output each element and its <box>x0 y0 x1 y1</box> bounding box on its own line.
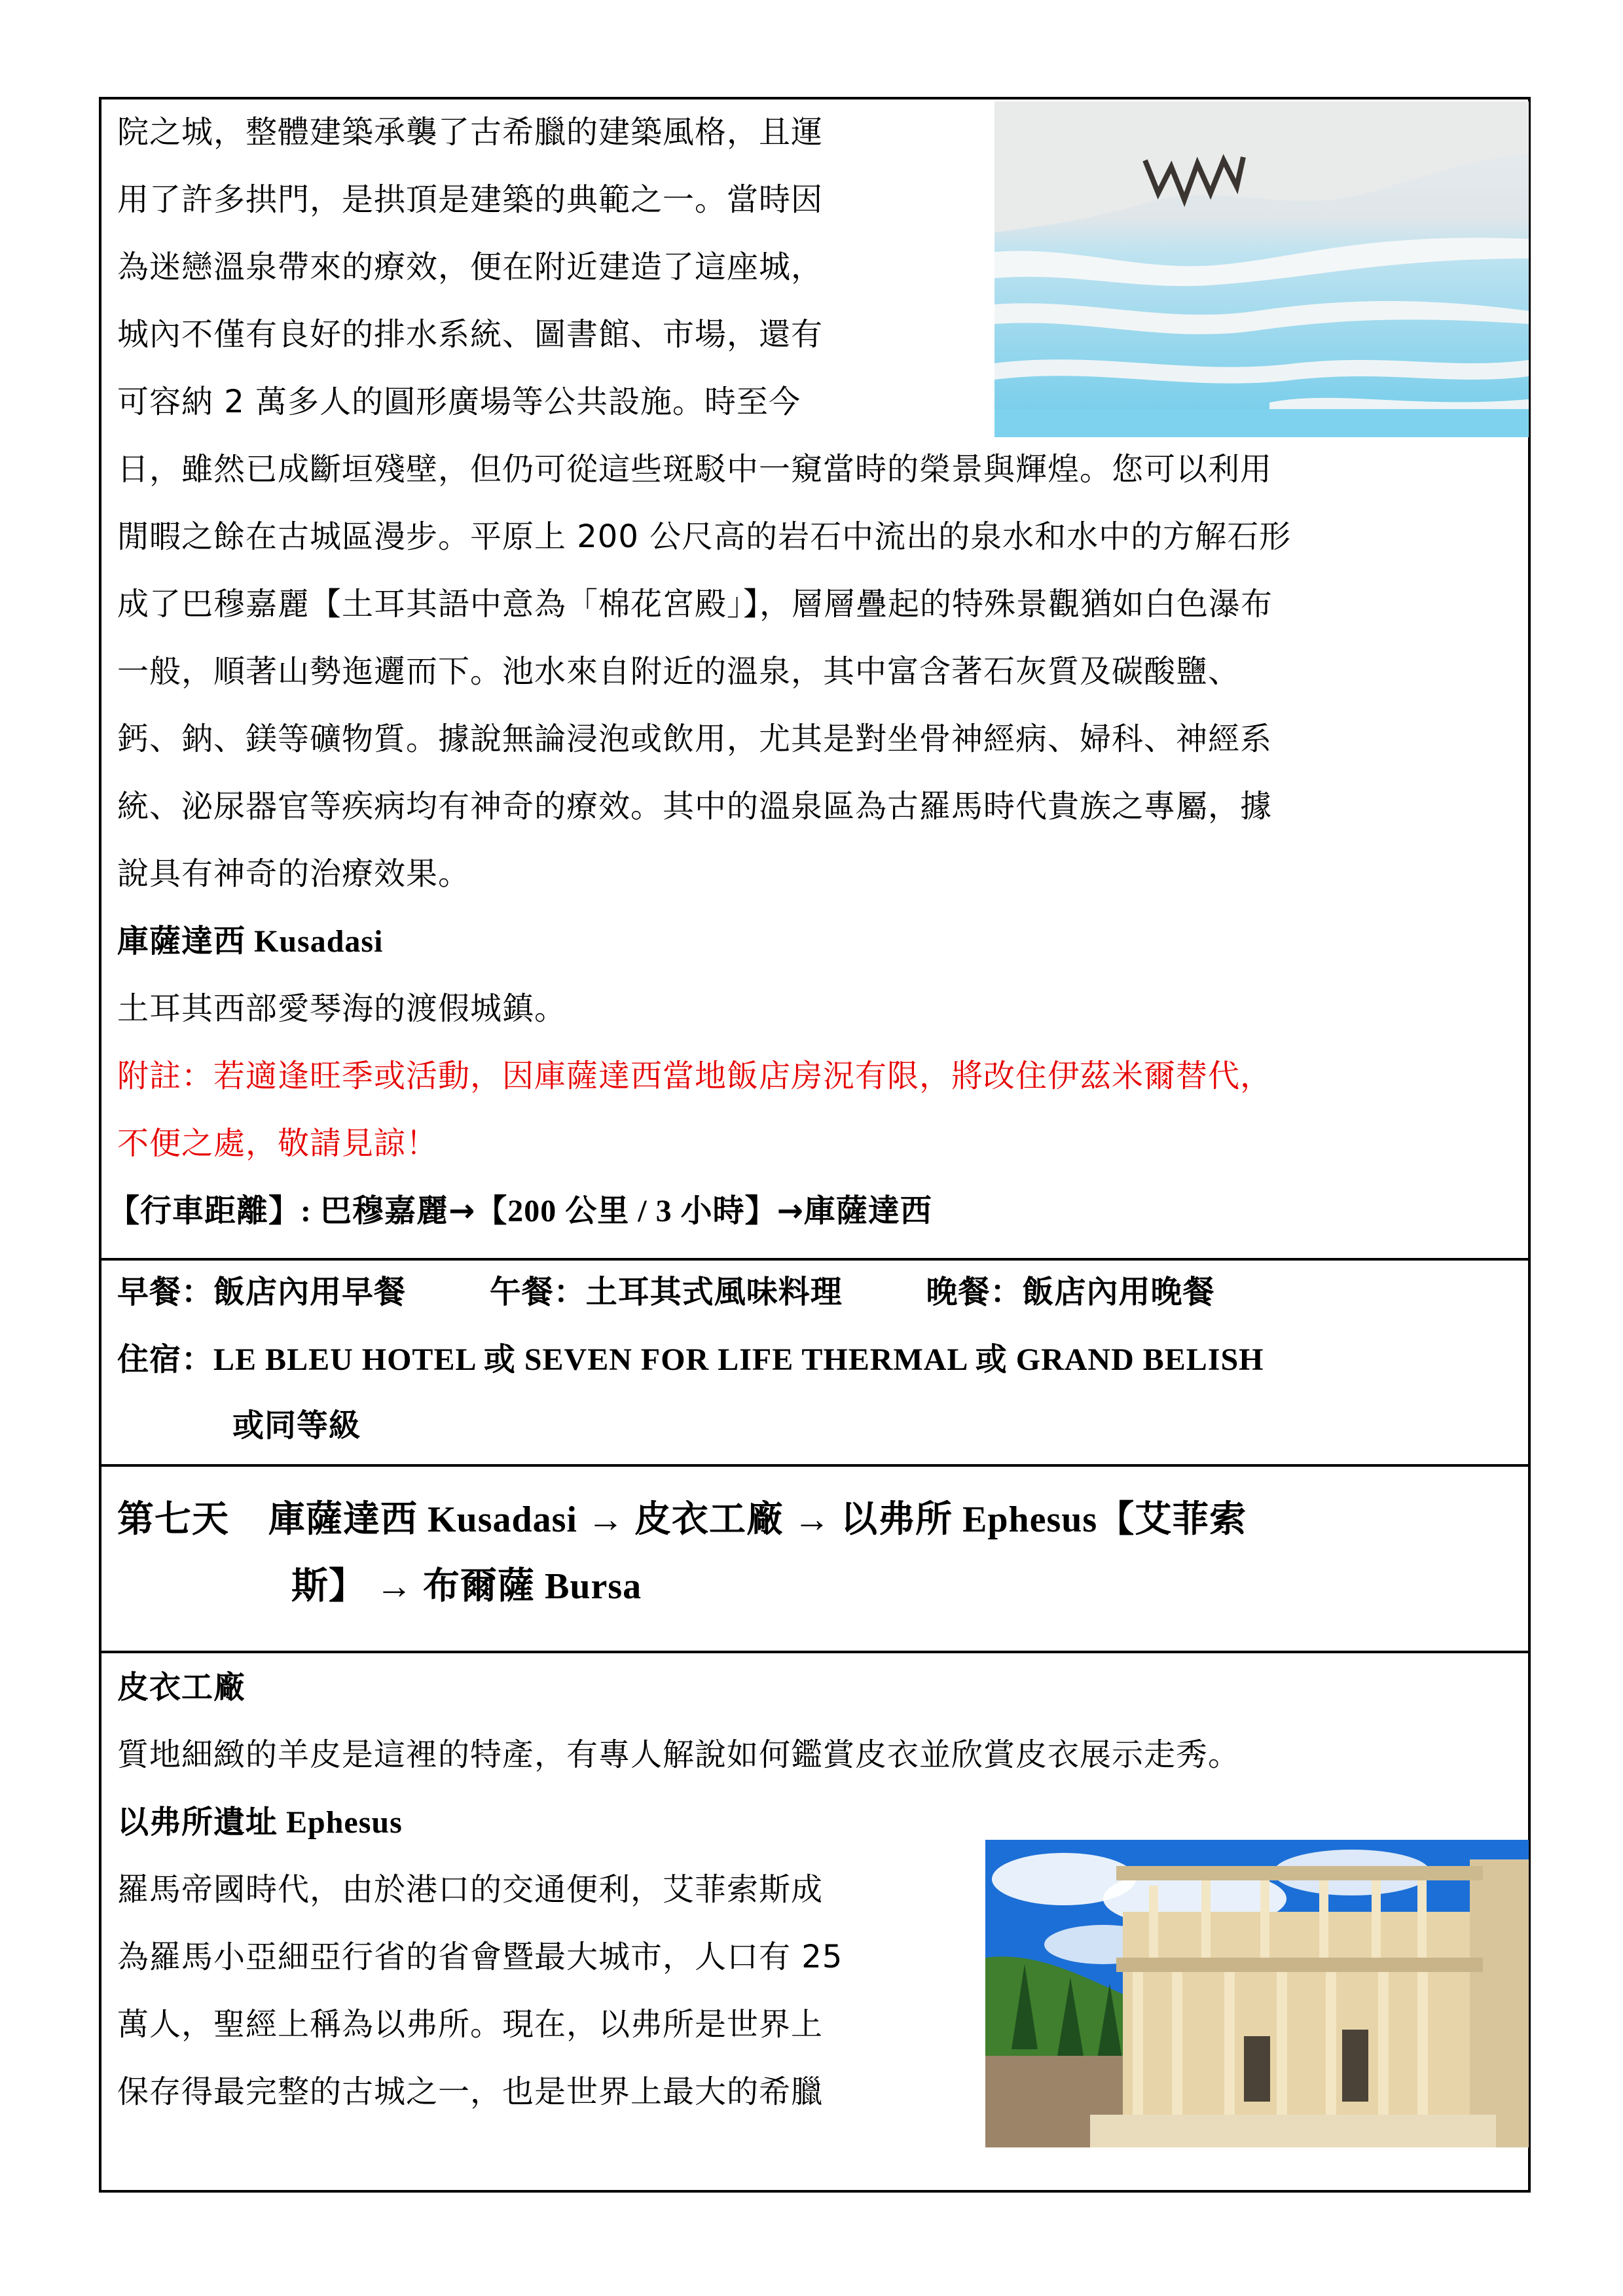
lodging-line <box>117 1340 1264 1380</box>
stop-ephesus-en: Ephesus <box>962 1499 1098 1540</box>
stop-bursa-en: Bursa <box>545 1566 642 1607</box>
row-pamukkale-kusadasi <box>101 99 1528 1258</box>
ephesus-heading-cjk: 以弗所遺址 <box>117 1804 278 1840</box>
stop-bursa: 布爾薩 <box>423 1565 535 1607</box>
ephesus-line: 萬人，聖經上稱為以弗所。現在，以弗所是世界上 <box>117 2006 824 2043</box>
ephesus-line: 保存得最完整的古城之一，也是世界上最大的希臘 <box>117 2073 824 2110</box>
body-line: 統、泌尿器官等疾病均有神奇的療效。其中的溫泉區為古羅馬時代貴族之專屬，據 <box>117 788 1273 825</box>
or-separator: 或 <box>483 1341 516 1378</box>
drive-from: 巴穆嘉麗→【 <box>320 1193 508 1229</box>
dinner: 晚餐：飯店內用晚餐 <box>926 1274 1215 1310</box>
body-line: 閒暇之餘在古城區漫步。平原上 200 公尺高的岩石中流出的泉水和水中的方解石形 <box>117 518 1292 555</box>
drive-to: 】→庫薩達西 <box>744 1193 932 1229</box>
drive-hour-unit: 小時 <box>680 1193 745 1229</box>
ephesus-line: 羅馬帝國時代，由於港口的交通便利，艾菲索斯成 <box>117 1871 824 1908</box>
kusadasi-description: 土耳其西部愛琴海的渡假城鎮。 <box>117 990 567 1027</box>
stop-ephesus: 以弗所 <box>841 1498 953 1541</box>
drive-colon: : <box>301 1194 312 1229</box>
or-separator: 或 <box>975 1341 1008 1378</box>
pamukkale-photo <box>994 101 1529 437</box>
body-line: 鈣、鈉、鎂等礦物質。據說無論浸泡或飲用，尤其是對坐骨神經病、婦科、神經系 <box>117 721 1273 757</box>
ephesus-photo <box>985 1840 1529 2147</box>
driving-distance <box>108 1191 932 1231</box>
body-line: 說具有神奇的治療效果。 <box>117 855 471 892</box>
itinerary-table <box>99 97 1531 2193</box>
lodging-equivalent: 或同等級 <box>232 1407 361 1444</box>
hotel-note-line: 附註：若適逢旺季或活動，因庫薩達西當地飯店房況有限，將改住伊茲米爾替代， <box>117 1058 1273 1094</box>
day7-route-line2 <box>291 1564 642 1609</box>
stop-kusadasi-en: Kusadasi <box>428 1499 577 1540</box>
stop-ephesus-alt: 【艾菲索 <box>1097 1498 1247 1541</box>
body-line: 為迷戀溫泉帶來的療效，便在附近建造了這座城， <box>117 249 824 285</box>
lodging-label: 住宿： <box>117 1341 214 1378</box>
row-day7-title <box>101 1464 1528 1651</box>
body-line: 院之城，整體建築承襲了古希臘的建築風格，且運 <box>117 114 824 151</box>
kusadasi-heading <box>117 922 383 961</box>
arrow-icon: → <box>793 1499 831 1540</box>
body-line: 可容納 2 萬多人的圓形廣場等公共設施。時至今 <box>117 384 801 420</box>
hotel-note-line: 不便之處，敬請見諒！ <box>117 1125 439 1162</box>
arrow-icon: → <box>587 1499 625 1540</box>
breakfast: 早餐：飯店內用早餐 <box>117 1274 407 1310</box>
day7-route-line1 <box>117 1497 1247 1543</box>
leather-factory-description: 質地細緻的羊皮是這裡的特產，有專人解說如何鑑賞皮衣並欣賞皮衣展示走秀。 <box>117 1736 1241 1773</box>
stop-ephesus-alt-end: 斯】 <box>291 1565 366 1607</box>
kusadasi-heading-en: Kusadasi <box>254 924 384 959</box>
drive-label: 【行車距離】 <box>108 1193 301 1229</box>
leather-factory-heading: 皮衣工廠 <box>117 1669 246 1706</box>
body-line: 成了巴穆嘉麗【土耳其語中意為「棉花宮殿」】，層層疊起的特殊景觀猶如白色瀑布 <box>117 586 1273 622</box>
body-line: 一般，順著山勢迤邐而下。池水來自附近的溫泉，其中富含著石灰質及碳酸鹽、 <box>117 653 1241 690</box>
body-line: 日，雖然已成斷垣殘壁，但仍可從這些斑駁中一窺當時的榮景與輝煌。您可以利用 <box>117 451 1273 488</box>
arrow-icon: → <box>376 1566 413 1607</box>
drive-hours: 3 <box>655 1194 672 1229</box>
lunch: 午餐：土耳其式風味料理 <box>489 1274 843 1310</box>
drive-distance: 200 <box>507 1194 557 1229</box>
ephesus-line: 為羅馬小亞細亞行省的省會暨最大城市，人口有 25 <box>117 1939 843 1975</box>
stop-leather-factory: 皮衣工廠 <box>634 1498 784 1541</box>
day-label: 第七天 <box>117 1498 229 1541</box>
drive-km: 公里 <box>565 1193 630 1229</box>
meals-line <box>117 1272 1214 1312</box>
hotel-3: GRAND BELISH <box>1015 1342 1264 1377</box>
row-day7-details <box>101 1651 1528 2193</box>
hotel-1: LE BLEU HOTEL <box>213 1342 475 1377</box>
row-meals-lodging <box>101 1258 1528 1464</box>
ephesus-heading <box>117 1803 403 1842</box>
drive-slash: / <box>638 1194 647 1229</box>
hotel-2: SEVEN FOR LIFE THERMAL <box>524 1342 967 1377</box>
stop-kusadasi: 庫薩達西 <box>268 1498 418 1541</box>
body-line: 城內不僅有良好的排水系統、圖書館、市場，還有 <box>117 316 824 353</box>
pamukkale-image-icon <box>994 101 1529 437</box>
kusadasi-heading-cjk: 庫薩達西 <box>117 923 246 960</box>
ephesus-image-icon <box>985 1840 1529 2147</box>
ephesus-heading-en: Ephesus <box>286 1805 403 1840</box>
body-line: 用了許多拱門，是拱頂是建築的典範之一。當時因 <box>117 181 824 218</box>
